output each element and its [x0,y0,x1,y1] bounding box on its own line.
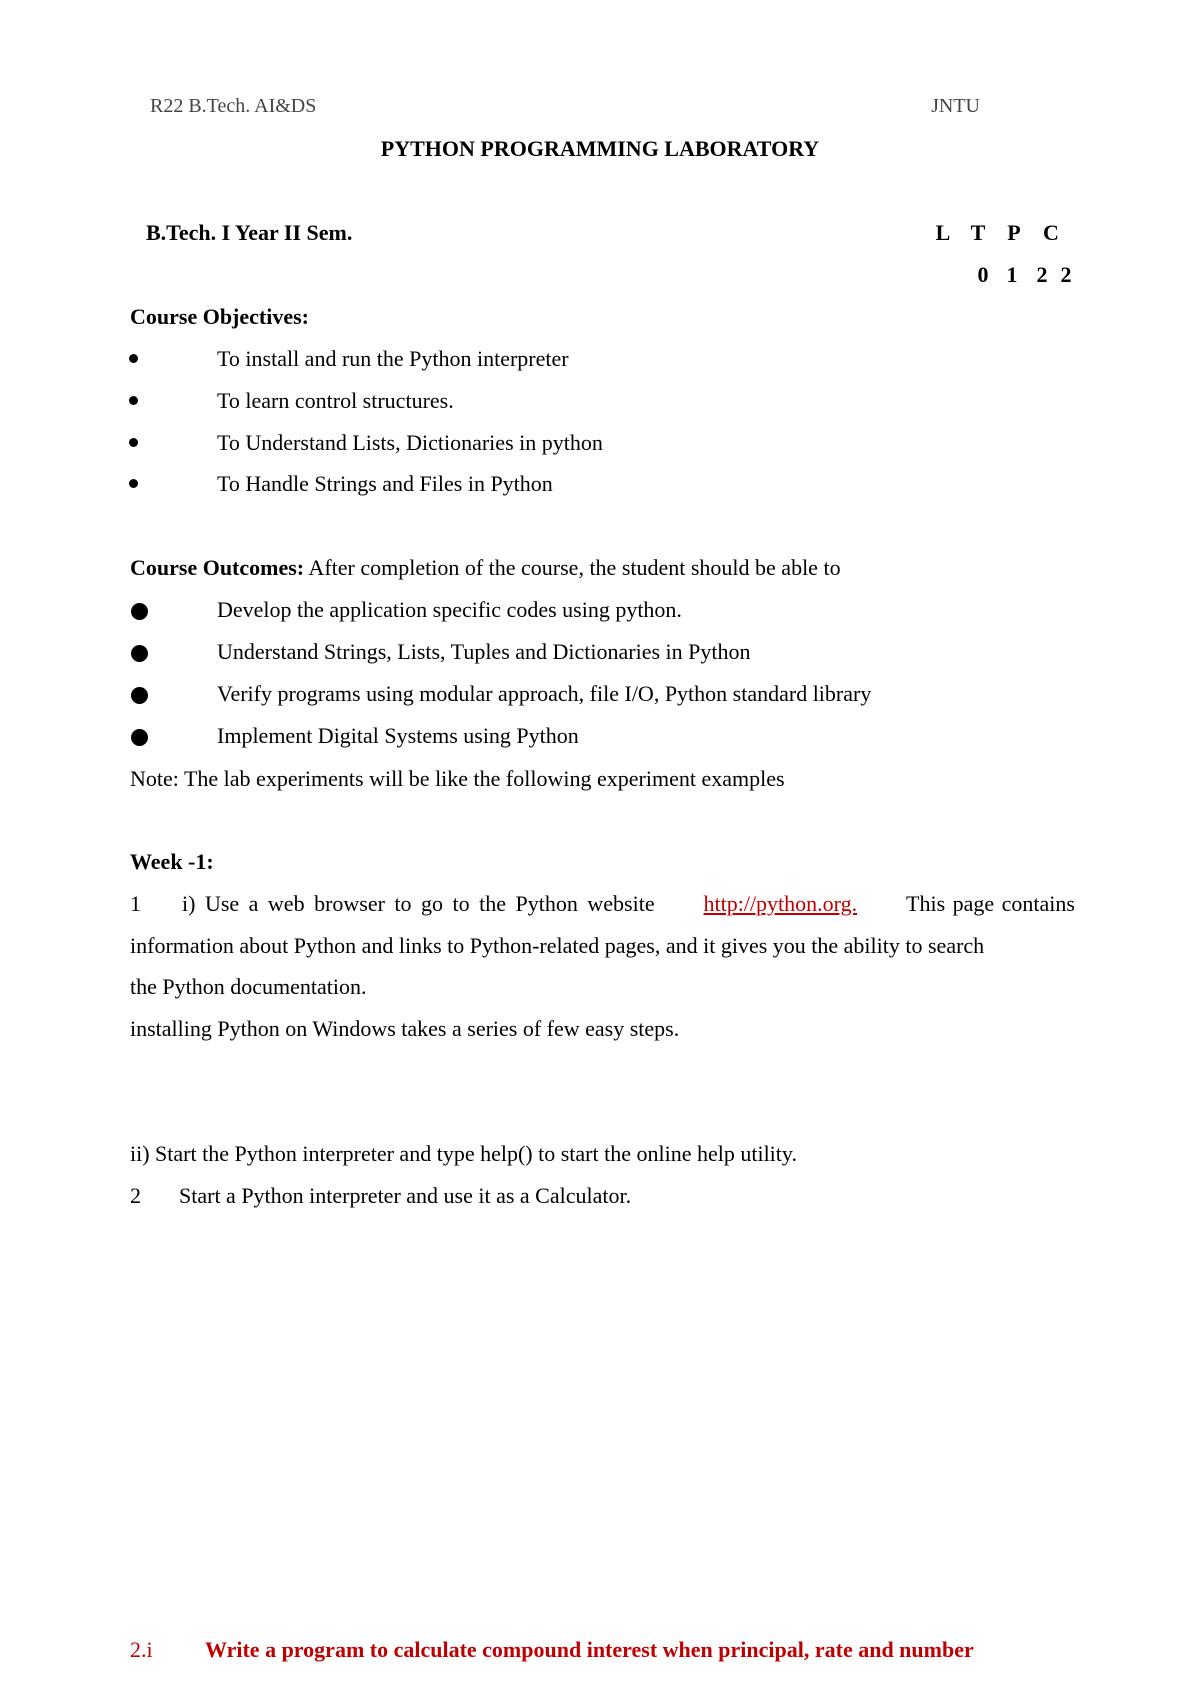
bullet-icon [131,603,148,620]
week1-item2i-number: 2.i [130,1637,153,1662]
outcomes-intro: After completion of the course, the student should be able to [304,555,841,580]
ltpc-label-l: L [935,220,951,245]
ltpc-label-t: T [970,220,986,245]
outcome-text: Understand Strings, Lists, Tuples and Dictionaries in Python [217,639,751,664]
ltpc-value-l: 0 [977,262,989,287]
page-title: PYTHON PROGRAMMING LABORATORY [380,136,820,161]
bullet-icon [129,479,138,488]
week1-item2-text: Start a Python interpreter and use it as a Calculator. [179,1183,632,1208]
outcome-text: Implement Digital Systems using Python [217,723,579,748]
ltpc-label-p: P [1007,220,1021,245]
running-header-right: JNTU [931,95,980,117]
week1-item1-line4: installing Python on Windows takes a series of few easy steps. [130,1016,680,1041]
week1-item2i-text: Write a program to calculate compound interest when principal, rate and number [205,1637,974,1662]
week1-item1-suffix: This page contains [906,891,1075,916]
objective-text: To Handle Strings and Files in Python [217,471,553,496]
outcomes-heading: Course Outcomes: [130,555,305,580]
outcomes-intro-line [130,555,841,581]
objective-text: To install and run the Python interpreter [217,346,569,371]
ltpc-label-c: C [1043,220,1059,245]
course-year-sem: B.Tech. I Year II Sem. [146,220,353,245]
bullet-icon [129,396,138,405]
week1-item1-line2: information about Python and links to Python-related pages, and it gives you the ability to search [130,933,985,958]
ltpc-value-p: 2 [1036,262,1048,287]
objective-text: To learn control structures. [217,388,454,413]
week1-item1-prefix: i) Use a web browser to go to the Python website [182,891,655,916]
bullet-icon [129,354,138,363]
week1-item1-line1 [182,891,1075,917]
week1-heading: Week -1: [130,849,214,874]
week1-item1-ii: ii) Start the Python interpreter and type help() to start the online help utility. [130,1141,797,1166]
bullet-icon [129,438,138,447]
week1-item1-number: 1 [130,891,141,916]
ltpc-value-c: 2 [1060,262,1072,287]
note-text: Note: The lab experiments will be like the following experiment examples [130,766,785,791]
running-header-left: R22 B.Tech. AI&DS [150,95,317,117]
bullet-icon [131,687,148,704]
outcome-text: Develop the application specific codes using python. [217,597,682,622]
outcome-text: Verify programs using modular approach, file I/O, Python standard library [217,681,872,706]
running-header [150,88,980,117]
objective-text: To Understand Lists, Dictionaries in python [217,430,603,455]
bullet-icon [131,645,148,662]
ltpc-value-t: 1 [1006,262,1018,287]
objectives-heading: Course Objectives: [130,304,310,329]
python-org-link[interactable]: http://python.org. [703,891,858,916]
week1-item1-line3: the Python documentation. [130,974,367,999]
week1-item2-number: 2 [130,1183,141,1208]
bullet-icon [131,729,148,746]
